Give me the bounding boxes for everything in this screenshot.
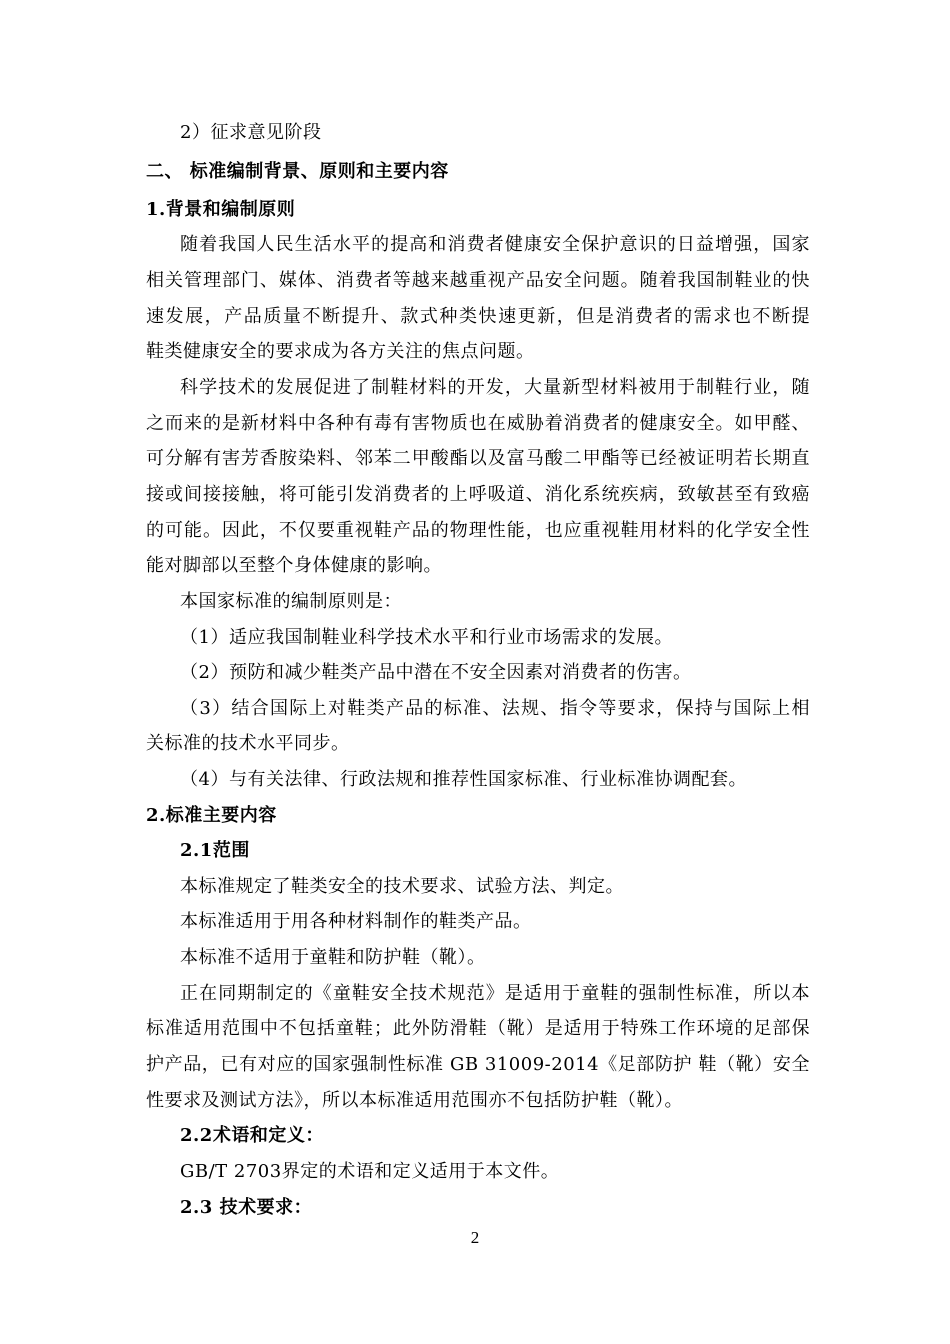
paragraph-line: 鞋类健康安全的要求成为各方关注的焦点问题。 [146,341,535,362]
page-number: 2 [470,1228,480,1247]
paragraph-line: 性要求及测试方法》，所以本标准适用范围亦不包括防护鞋（靴）。 [146,1090,683,1111]
paragraph-line: 本国家标准的编制原则是： [180,591,402,612]
paragraph-line: 速发展，产品质量不断提升、款式种类快速更新，但是消费者的需求也不断提 [146,306,810,327]
paragraph-line: 随着我国人民生活水平的提高和消费者健康安全保护意识的日益增强，国家 [180,234,810,255]
paragraph-line: 本标准适用于用各种材料制作的鞋类产品。 [180,911,532,932]
paragraph-line: 关标准的技术水平同步。 [146,733,350,754]
paragraph-line: 接或间接接触，将可能引发消费者的上呼吸道、消化系统疾病，致敏甚至有致癌 [146,484,810,505]
section-heading: 2.标准主要内容 [146,805,277,826]
paragraph-line: 本标准规定了鞋类安全的技术要求、试验方法、判定。 [180,876,624,897]
paragraph-line: 可分解有害芳香胺染料、邻苯二甲酸酯以及富马酸二甲酯等已经被证明若长期直 [146,448,810,469]
paragraph-line: 相关管理部门、媒体、消费者等越来越重视产品安全问题。随着我国制鞋业的快 [146,270,810,291]
paragraph-line: 正在同期制定的《童鞋安全技术规范》是适用于童鞋的强制性标准，所以本 [180,983,810,1004]
section-heading: 2.2术语和定义： [180,1125,324,1146]
section-heading: 1.背景和编制原则 [146,199,296,220]
paragraph-line: 之而来的是新材料中各种有毒有害物质也在威胁着消费者的健康安全。如甲醛、 [146,413,810,434]
paragraph-line: （3）结合国际上对鞋类产品的标准、法规、指令等要求，保持与国际上相 [180,698,810,719]
paragraph-line: 的可能。因此，不仅要重视鞋产品的物理性能，也应重视鞋用材料的化学安全性 [146,520,810,541]
paragraph-line: 护产品，已有对应的国家强制性标准 GB 31009-2014《足部防护 鞋（靴）安全 [146,1054,810,1075]
section-heading: 二、 标准编制背景、原则和主要内容 [146,161,449,182]
section-heading: 2.3 技术要求： [180,1197,313,1218]
paragraph-line: 标准适用范围中不包括童鞋；此外防滑鞋（靴）是适用于特殊工作环境的足部保 [146,1018,810,1039]
paragraph-line: （2）预防和减少鞋类产品中潜在不安全因素对消费者的伤害。 [180,662,692,683]
paragraph-line: 本标准不适用于童鞋和防护鞋（靴）。 [180,947,486,968]
section-heading: 2.1范围 [180,840,250,861]
paragraph-line: 能对脚部以至整个身体健康的影响。 [146,555,442,576]
paragraph-line: GB/T 2703界定的术语和定义适用于本文件。 [180,1161,560,1182]
paragraph-line: 科学技术的发展促进了制鞋材料的开发，大量新型材料被用于制鞋行业，随 [180,377,810,398]
paragraph-line: 2）征求意见阶段 [180,122,322,143]
paragraph-line: （4）与有关法律、行政法规和推荐性国家标准、行业标准协调配套。 [180,769,747,790]
paragraph-line: （1）适应我国制鞋业科学技术水平和行业市场需求的发展。 [180,627,673,648]
